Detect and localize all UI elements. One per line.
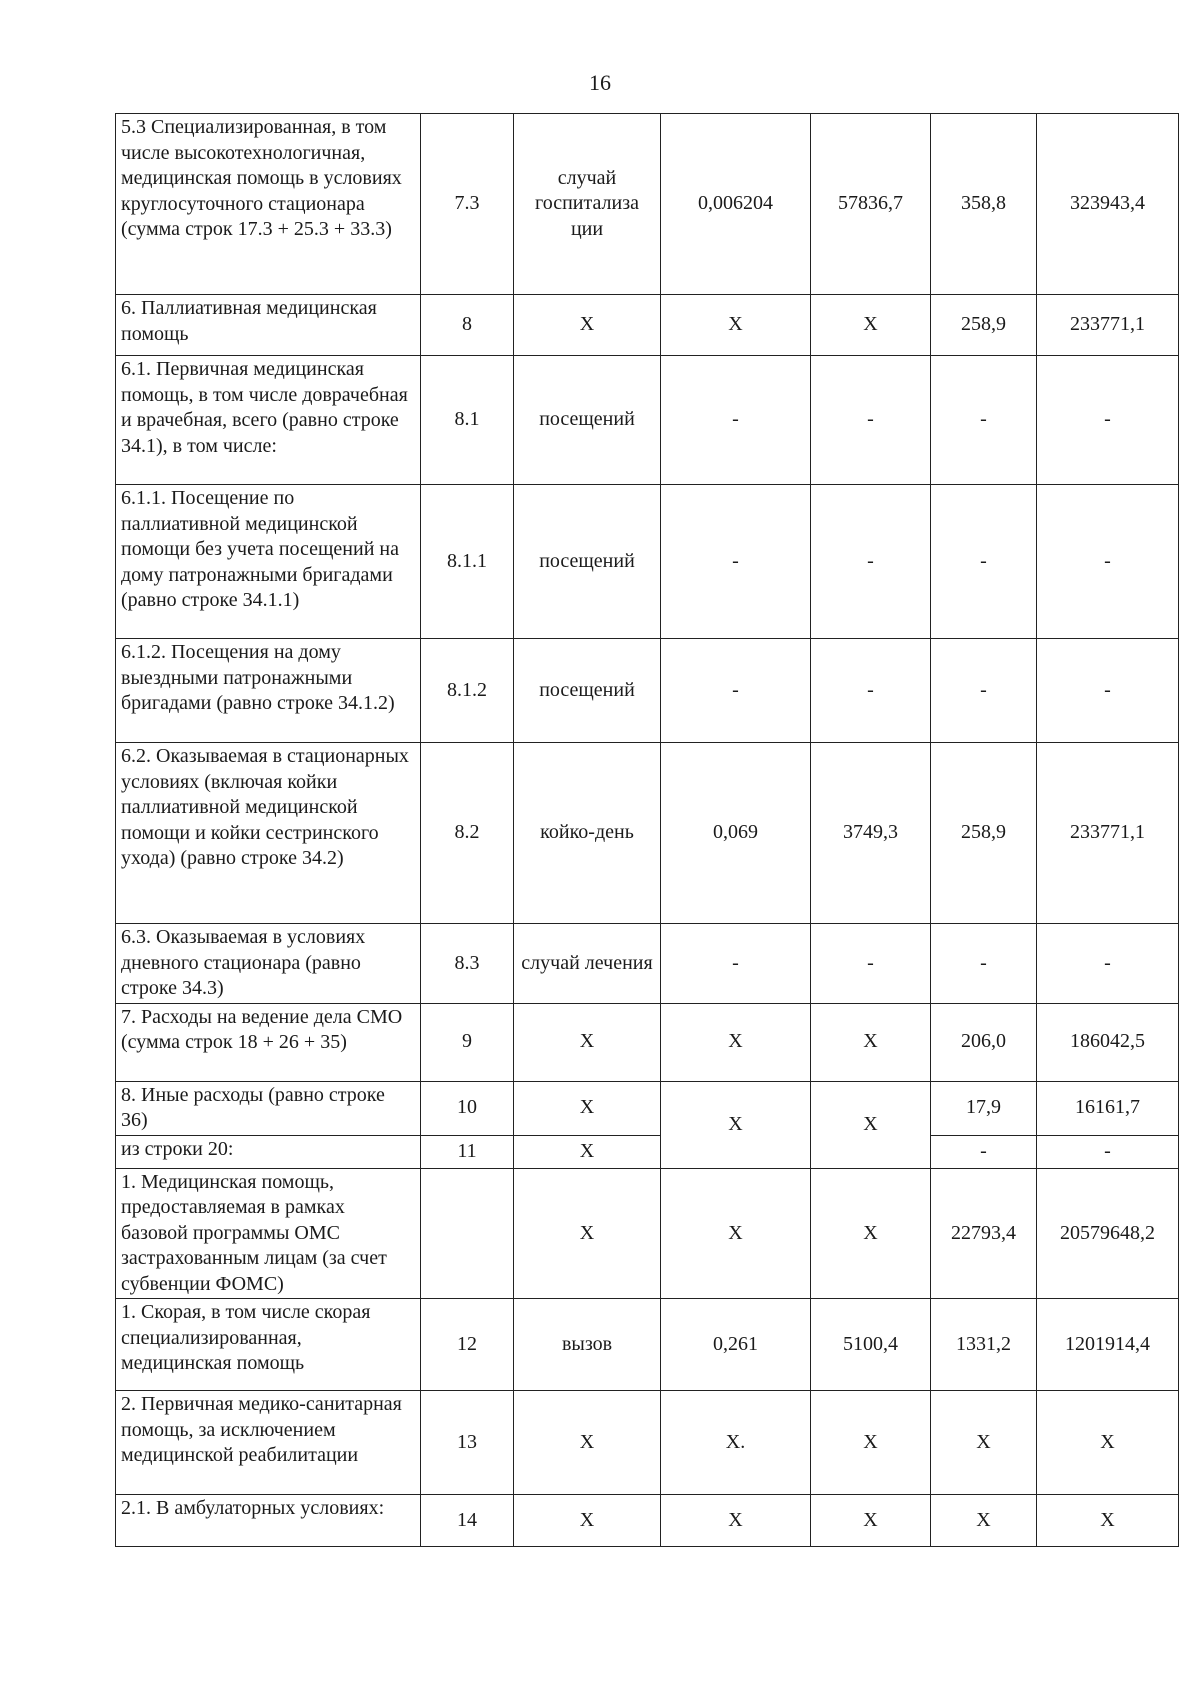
row-unit: Х — [514, 1135, 661, 1168]
row-volume: - — [661, 639, 811, 743]
table-row — [116, 485, 1179, 639]
row-volume: 0,261 — [661, 1299, 811, 1391]
table-row — [116, 1135, 1179, 1168]
table-row — [116, 743, 1179, 924]
row-per-capita: 258,9 — [931, 295, 1037, 356]
row-code: 13 — [421, 1391, 514, 1495]
row-code: 7.3 — [421, 114, 514, 295]
row-volume: Х — [661, 1003, 811, 1081]
row-code: 8.2 — [421, 743, 514, 924]
row-total: - — [1037, 924, 1179, 1004]
row-per-capita: 206,0 — [931, 1003, 1037, 1081]
row-per-capita: Х — [931, 1391, 1037, 1495]
row-per-capita: 1331,2 — [931, 1299, 1037, 1391]
row-volume: - — [661, 924, 811, 1004]
row-unit: Х — [514, 295, 661, 356]
row-per-capita: 22793,4 — [931, 1168, 1037, 1299]
row-name: 1. Медицинская помощь, предоставляемая в рамках базовой программы ОМС застрахованным лицам (за счет субвенции ФОМС) — [116, 1168, 421, 1299]
row-cost: - — [811, 485, 931, 639]
table-row — [116, 295, 1179, 356]
page-number: 16 — [589, 70, 611, 95]
row-cost: Х — [811, 295, 931, 356]
row-per-capita: - — [931, 356, 1037, 485]
row-name: 8. Иные расходы (равно строке 36) — [116, 1081, 421, 1135]
row-unit: посещений — [514, 356, 661, 485]
row-code — [421, 1168, 514, 1299]
row-code: 11 — [421, 1135, 514, 1168]
row-cost: - — [811, 924, 931, 1004]
row-code: 8 — [421, 295, 514, 356]
row-total: 186042,5 — [1037, 1003, 1179, 1081]
row-cost: 3749,3 — [811, 743, 931, 924]
row-total: - — [1037, 639, 1179, 743]
table-row — [116, 1299, 1179, 1391]
row-name: 6.1.2. Посещения на дому выездными патронажными бригадами (равно строке 34.1.2) — [116, 639, 421, 743]
row-code: 14 — [421, 1495, 514, 1547]
table-row — [116, 639, 1179, 743]
row-total: 16161,7 — [1037, 1081, 1179, 1135]
row-name: 6. Паллиативная медицинская помощь — [116, 295, 421, 356]
table-row — [116, 1168, 1179, 1299]
row-per-capita: - — [931, 924, 1037, 1004]
row-code: 10 — [421, 1081, 514, 1135]
row-volume: - — [661, 356, 811, 485]
row-total: 20579648,2 — [1037, 1168, 1179, 1299]
table-row — [116, 1391, 1179, 1495]
row-volume: Х. — [661, 1391, 811, 1495]
row-name: 6.1.1. Посещение по паллиативной медицинской помощи без учета посещений на дому патронажными бригадами (равно строке 34.1.1) — [116, 485, 421, 639]
row-cost: 5100,4 — [811, 1299, 931, 1391]
table-row — [116, 356, 1179, 485]
row-unit: Х — [514, 1003, 661, 1081]
table-row — [116, 1003, 1179, 1081]
row-volume: Х — [661, 1495, 811, 1547]
row-volume: 0,069 — [661, 743, 811, 924]
row-unit: случай лечения — [514, 924, 661, 1004]
row-volume: Х — [661, 1168, 811, 1299]
row-unit: койко-день — [514, 743, 661, 924]
row-name: 6.2. Оказываемая в стационарных условиях (включая койки паллиативной медицинской помощи и койки сестринского ухода) (равно строке 34.2) — [116, 743, 421, 924]
row-unit: вызов — [514, 1299, 661, 1391]
row-volume: 0,006204 — [661, 114, 811, 295]
row-unit: Х — [514, 1495, 661, 1547]
row-cost: - — [811, 356, 931, 485]
row-cost: Х — [811, 1495, 931, 1547]
row-cost: 57836,7 — [811, 114, 931, 295]
row-name: 7. Расходы на ведение дела СМО (сумма строк 18 + 26 + 35) — [116, 1003, 421, 1081]
row-name: 6.3. Оказываемая в условиях дневного стационара (равно строке 34.3) — [116, 924, 421, 1004]
row-per-capita: - — [931, 1135, 1037, 1168]
row-name: 6.1. Первичная медицинская помощь, в том числе доврачебная и врачебная, всего (равно строке 34.1), в том числе: — [116, 356, 421, 485]
table-row — [116, 924, 1179, 1004]
row-code: 8.3 — [421, 924, 514, 1004]
row-unit: Х — [514, 1168, 661, 1299]
row-total: - — [1037, 1135, 1179, 1168]
row-cost: Х — [811, 1391, 931, 1495]
row-total: 323943,4 — [1037, 114, 1179, 295]
row-code: 8.1.1 — [421, 485, 514, 639]
table-row — [116, 114, 1179, 295]
row-cost: Х — [811, 1081, 931, 1168]
row-total: 1201914,4 — [1037, 1299, 1179, 1391]
row-cost: - — [811, 639, 931, 743]
row-total: 233771,1 — [1037, 295, 1179, 356]
row-volume: Х — [661, 295, 811, 356]
row-name: 5.3 Специализированная, в том числе высокотехнологичная, медицинская помощь в условиях круглосуточного стационара (сумма строк 17.3 + 25.3 + 33.3) — [116, 114, 421, 295]
row-cost: Х — [811, 1168, 931, 1299]
row-per-capita: - — [931, 485, 1037, 639]
row-code: 9 — [421, 1003, 514, 1081]
row-per-capita: - — [931, 639, 1037, 743]
row-per-capita: Х — [931, 1495, 1037, 1547]
row-per-capita: 358,8 — [931, 114, 1037, 295]
row-per-capita: 258,9 — [931, 743, 1037, 924]
row-unit: Х — [514, 1391, 661, 1495]
row-total: 233771,1 — [1037, 743, 1179, 924]
row-name: 2. Первичная медико-санитарная помощь, за исключением медицинской реабилитации — [116, 1391, 421, 1495]
row-total: - — [1037, 356, 1179, 485]
row-per-capita: 17,9 — [931, 1081, 1037, 1135]
row-code: 12 — [421, 1299, 514, 1391]
row-total: Х — [1037, 1495, 1179, 1547]
row-code: 8.1.2 — [421, 639, 514, 743]
row-name: 2.1. В амбулаторных условиях: — [116, 1495, 421, 1547]
row-unit: посещений — [514, 485, 661, 639]
data-table — [115, 113, 1179, 1547]
row-volume: Х — [661, 1081, 811, 1168]
row-code: 8.1 — [421, 356, 514, 485]
row-name: из строки 20: — [116, 1135, 421, 1168]
table-row — [116, 1495, 1179, 1547]
row-unit: посещений — [514, 639, 661, 743]
row-cost: Х — [811, 1003, 931, 1081]
row-unit: случай госпитализа ции — [514, 114, 661, 295]
table-row — [116, 1081, 1179, 1135]
row-total: Х — [1037, 1391, 1179, 1495]
row-total: - — [1037, 485, 1179, 639]
row-unit: Х — [514, 1081, 661, 1135]
row-name: 1. Скорая, в том числе скорая специализированная, медицинская помощь — [116, 1299, 421, 1391]
row-volume: - — [661, 485, 811, 639]
